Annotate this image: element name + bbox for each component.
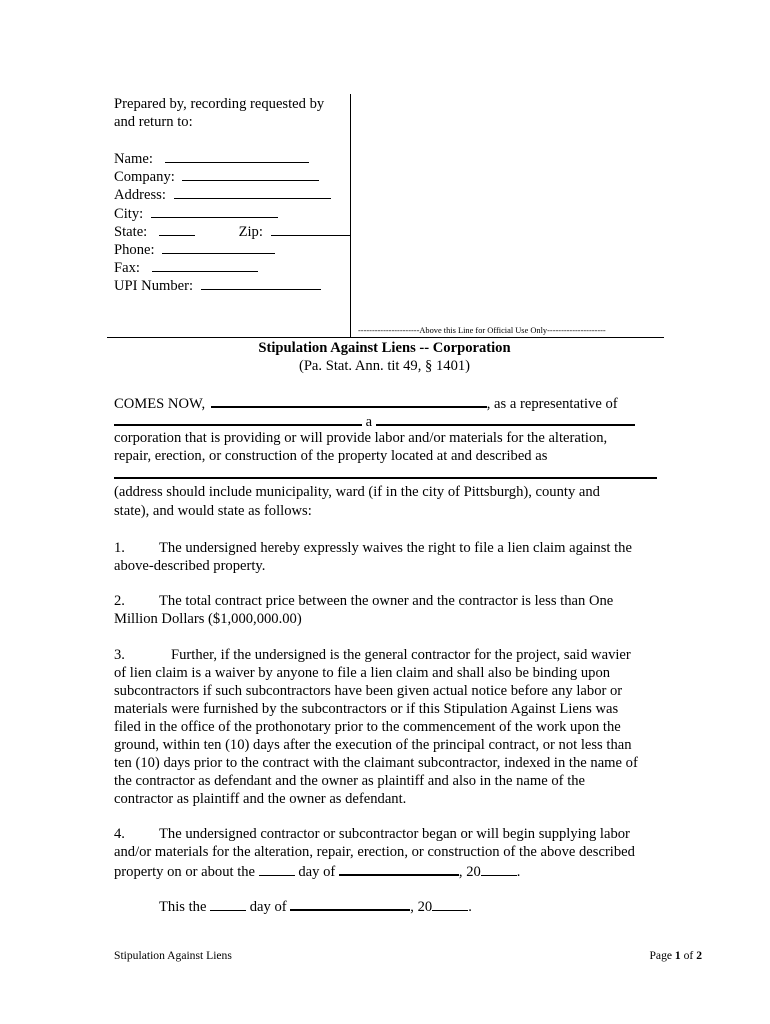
- address-field[interactable]: [174, 185, 331, 199]
- city-row: [114, 204, 278, 223]
- statute-citation: (Pa. Stat. Ann. tit 49, § 1401): [298, 358, 471, 374]
- signature-year-field[interactable]: [432, 897, 468, 911]
- phone-field[interactable]: [162, 240, 275, 254]
- item-4-year-prefix: , 20: [458, 864, 481, 880]
- item-3-line2: of lien claim is a waiver by anyone to file a lien claim and shall also be binding upon: [114, 665, 611, 681]
- page-word: Page: [649, 949, 673, 962]
- page-indicator: [649, 949, 702, 963]
- signature-year-prefix: , 20: [410, 899, 433, 915]
- city-field[interactable]: [151, 204, 278, 218]
- state-field[interactable]: [159, 222, 195, 236]
- page-current: 1: [674, 949, 681, 962]
- of-word: of: [683, 949, 694, 962]
- company-field[interactable]: [182, 167, 319, 181]
- corporation-state-field[interactable]: [376, 411, 635, 426]
- recording-divider: [107, 337, 664, 338]
- phone-row: [114, 240, 275, 259]
- item-3-number: 3.: [114, 647, 125, 663]
- item-4-text: The undersigned contractor or subcontractor began or will begin supplying labor: [159, 826, 630, 842]
- item-4-line3: [114, 861, 520, 881]
- item-4-day-field[interactable]: [259, 862, 295, 876]
- item-1-line2: above-described property.: [114, 558, 266, 574]
- item-3-line1: [114, 646, 631, 664]
- item-3-line5: filed in the office of the prothonotary prior to the commencement of the work upon the: [114, 719, 621, 735]
- dated-line: [159, 896, 472, 916]
- city-label: City:: [114, 206, 144, 222]
- item-4-line1: [114, 825, 630, 843]
- signature-period: .: [468, 899, 472, 915]
- state-zip-row: [114, 222, 350, 241]
- official-use-note: ----------------------Above this Line for Official Use Only---------------------: [358, 326, 606, 335]
- address-instruction-line1: (address should include municipality, ward (if in the city of Pittsburgh), county and: [114, 484, 600, 500]
- item-3-line6: ground, within ten (10) days after the execution of the principal contract, or not less than: [114, 737, 632, 753]
- prepared-by-line2: and return to:: [114, 114, 193, 130]
- upi-field[interactable]: [201, 276, 321, 290]
- item-1-line1: [114, 539, 632, 557]
- item-2-number: 2.: [114, 593, 125, 609]
- name-row: [114, 149, 309, 168]
- address-label: Address:: [114, 187, 166, 203]
- intro-line3: corporation that is providing or will provide labor and/or materials for the alteration,: [114, 430, 608, 446]
- phone-label: Phone:: [114, 242, 155, 258]
- representative-text: , as a representative of: [486, 396, 618, 412]
- item-3-line4: materials were furnished by the subcontractors or if this Stipulation Against Liens was: [114, 701, 619, 717]
- footer-title: Stipulation Against Liens: [114, 949, 232, 962]
- comes-now-text: COMES NOW,: [114, 396, 206, 412]
- state-label: State:: [114, 224, 148, 240]
- a-word: a: [365, 414, 373, 430]
- item-3-line8: the contractor as defendant and the owner as plaintiff and also in the name of the: [114, 773, 586, 789]
- address-row: [114, 185, 331, 204]
- company-row: [114, 167, 319, 186]
- item-3-line3: subcontractors if such subcontractors have been given actual notice before any labor or: [114, 683, 623, 699]
- item-3-line7: ten (10) days prior to the contract with the claimant subcontractor, indexed in the name of: [114, 755, 638, 771]
- item-2-line2: Million Dollars ($1,000,000.00): [114, 611, 302, 627]
- representative-name-field[interactable]: [211, 393, 487, 408]
- item-1-number: 1.: [114, 540, 125, 556]
- signature-day-field[interactable]: [210, 897, 246, 911]
- fax-field[interactable]: [152, 258, 258, 272]
- comes-now-line: [114, 393, 618, 413]
- zip-field[interactable]: [271, 222, 350, 236]
- item-4-number: 4.: [114, 826, 125, 842]
- item-4-year-field[interactable]: [481, 862, 517, 876]
- signature-month-field[interactable]: [290, 896, 410, 911]
- this-the-text: This the: [159, 899, 207, 915]
- company-label: Company:: [114, 169, 175, 185]
- document-title: Stipulation Against Liens -- Corporation: [258, 340, 511, 356]
- signature-day-of: day of: [249, 899, 287, 915]
- page-total: 2: [696, 949, 702, 962]
- item-1-text: The undersigned hereby expressly waives the right to file a lien claim against the: [159, 540, 632, 556]
- item-2-text: The total contract price between the owner and the contractor is less than One: [159, 593, 614, 609]
- fax-label: Fax:: [114, 260, 140, 276]
- item-4-month-field[interactable]: [339, 861, 459, 876]
- prepared-by-line1: Prepared by, recording requested by: [114, 96, 325, 112]
- item-4-line2: and/or materials for the alteration, repair, erection, or construction of the above described: [114, 844, 635, 860]
- name-field[interactable]: [165, 149, 309, 163]
- item-4-period: .: [516, 864, 521, 880]
- item-3-text: Further, if the undersigned is the general contractor for the project, said wavier: [171, 647, 631, 663]
- upi-label: UPI Number:: [114, 278, 194, 294]
- upi-row: [114, 276, 321, 295]
- fax-row: [114, 258, 258, 277]
- property-address-field[interactable]: [114, 477, 657, 479]
- corporation-line: [114, 411, 635, 431]
- address-instruction-line2: state), and would state as follows:: [114, 503, 312, 519]
- zip-label: Zip:: [238, 224, 263, 240]
- item-2-line1: [114, 592, 613, 610]
- name-label: Name:: [114, 151, 153, 167]
- header-vertical-divider: [350, 94, 351, 338]
- item-3-line9: contractor as plaintiff and the owner as defendant.: [114, 791, 407, 807]
- item-4-property-text: property on or about the: [114, 864, 256, 880]
- item-4-day-of: day of: [298, 864, 336, 880]
- corporation-name-field[interactable]: [114, 411, 362, 426]
- intro-line4: repair, erection, or construction of the property located at and described as: [114, 448, 548, 464]
